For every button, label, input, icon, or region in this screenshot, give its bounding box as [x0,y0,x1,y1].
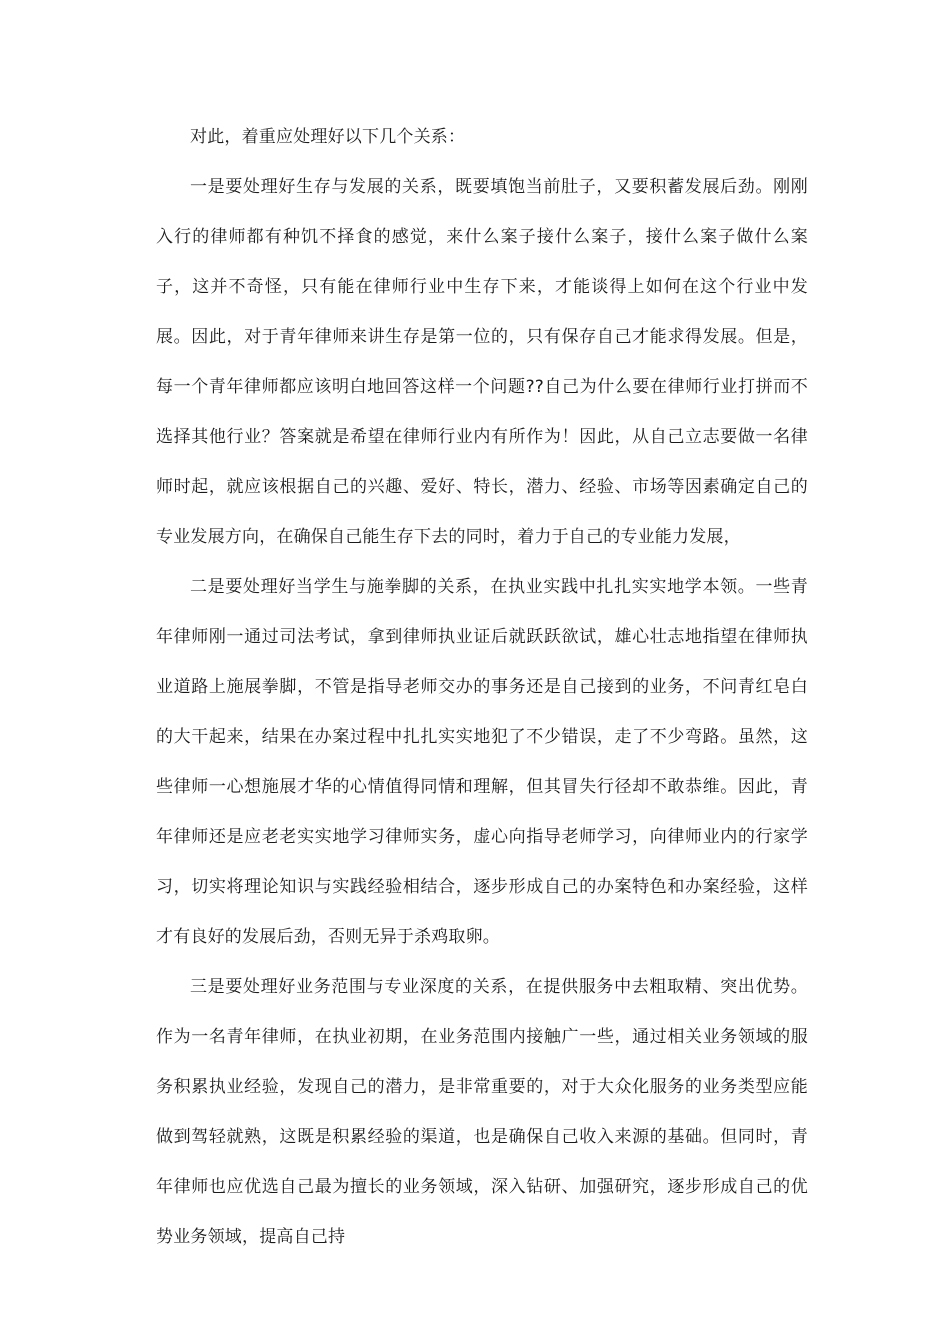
document-body [156,112,808,1262]
paragraph-scope-depth: 三是要处理好业务范围与专业深度的关系，在提供服务中去粗取精、突出优势。作为一名青年律师，在执业初期，在业务范围内接触广一些，通过相关业务领域的服务积累执业经验，发现自己的潜力，是非常重要的，对于大众化服务的业务类型应能做到驾轻就熟，这既是积累经验的渠道，也是确保自己收入来源的基础。但同时，青年律师也应优选自己最为擅长的业务领域，深入钻研、加强研究，逐步形成自己的优势业务领域，提高自己持 [156,977,808,1247]
intro-paragraph: 对此，着重应处理好以下几个关系： [190,127,466,147]
paragraph-learning-practice: 二是要处理好当学生与施拳脚的关系，在执业实践中扎扎实实地学本领。一些青年律师刚一通过司法考试，拿到律师执业证后就跃跃欲试，雄心壮志地指望在律师执业道路上施展拳脚，不管是指导老师交办的事务还是自己接到的业务，不问青红皂白的大干起来，结果在办案过程中扎扎实实地犯了不少错误，走了不少弯路。虽然，这些律师一心想施展才华的心情值得同情和理解，但其冒失行径却不敢恭维。因此，青年律师还是应老老实实地学习律师实务，虚心向指导老师学习，向律师业内的行家学习，切实将理论知识与实践经验相结合，逐步形成自己的办案特色和办案经验，这样才有良好的发展后劲，否则无异于杀鸡取卵。 [156,577,808,947]
paragraph-survival-development: 一是要处理好生存与发展的关系，既要填饱当前肚子，又要积蓄发展后劲。刚刚入行的律师都有种饥不择食的感觉，来什么案子接什么案子，接什么案子做什么案子，这并不奇怪，只有能在律师行业中生存下来，才能谈得上如何在这个行业中发展。因此，对于青年律师来讲生存是第一位的，只有保存自己才能求得发展。但是，每一个青年律师都应该明白地回答这样一个问题??自己为什么要在律师行业打拼而不选择其他行业？答案就是希望在律师行业内有所作为！因此，从自己立志要做一名律师时起，就应该根据自己的兴趣、爱好、特长，潜力、经验、市场等因素确定自己的专业发展方向，在确保自己能生存下去的同时，着力于自己的专业能力发展， [156,177,808,547]
